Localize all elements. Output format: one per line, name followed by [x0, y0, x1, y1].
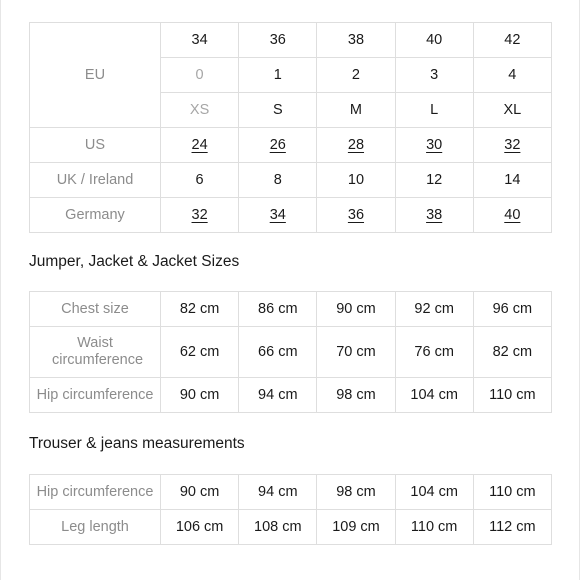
uk-size-cell: 6 [161, 163, 239, 198]
page-border-left [0, 0, 1, 580]
measurement-cell: 94 cm [239, 475, 317, 510]
measurement-cell: 98 cm [317, 378, 395, 413]
trouser-measurements-heading: Trouser & jeans measurements [29, 435, 245, 452]
measurement-cell: 108 cm [239, 510, 317, 545]
measurement-cell: 110 cm [395, 510, 473, 545]
measurement-cell: 82 cm [473, 327, 551, 378]
chest-size-row [30, 292, 552, 327]
eu-size-cell: 42 [473, 23, 551, 58]
germany-size-cell [395, 198, 473, 233]
measurement-cell: 106 cm [161, 510, 239, 545]
eu-label: EU [30, 23, 161, 128]
us-size-link[interactable]: 26 [269, 136, 286, 153]
waist-row [30, 327, 552, 378]
germany-size-row [30, 198, 552, 233]
letter-size-cell: M [317, 93, 395, 128]
measurement-cell: 112 cm [473, 510, 551, 545]
germany-size-link[interactable]: 34 [269, 206, 286, 223]
us-size-link[interactable]: 30 [426, 136, 443, 153]
row-label: Chest size [30, 292, 161, 327]
jacket-measurements-table [29, 291, 552, 413]
uk-size-cell: 14 [473, 163, 551, 198]
measurement-cell: 82 cm [161, 292, 239, 327]
measurement-cell: 76 cm [395, 327, 473, 378]
row-label: Hip circumference [30, 378, 161, 413]
germany-size-cell [317, 198, 395, 233]
uk-size-cell: 10 [317, 163, 395, 198]
jacket-sizes-heading: Jumper, Jacket & Jacket Sizes [29, 253, 240, 270]
hip-row [30, 378, 552, 413]
measurement-cell: 66 cm [239, 327, 317, 378]
letter-size-cell: S [239, 93, 317, 128]
size-conversion-table [29, 22, 552, 233]
us-label: US [30, 128, 161, 163]
germany-size-link[interactable]: 32 [191, 206, 208, 223]
trouser-measurements-table [29, 474, 552, 545]
measurement-cell: 109 cm [317, 510, 395, 545]
us-size-cell [317, 128, 395, 163]
eu-index-cell: 1 [239, 58, 317, 93]
us-size-link[interactable]: 24 [191, 136, 208, 153]
eu-size-cell: 40 [395, 23, 473, 58]
us-size-cell [239, 128, 317, 163]
eu-size-cell: 34 [161, 23, 239, 58]
measurement-cell: 104 cm [395, 378, 473, 413]
eu-index-cell: 0 [161, 58, 239, 93]
row-label: Waist circumference [30, 327, 161, 378]
germany-size-cell [473, 198, 551, 233]
measurement-cell: 90 cm [317, 292, 395, 327]
germany-size-cell [239, 198, 317, 233]
leg-length-row [30, 510, 552, 545]
measurement-cell: 96 cm [473, 292, 551, 327]
eu-size-cell: 36 [239, 23, 317, 58]
eu-size-cell: 38 [317, 23, 395, 58]
us-size-link[interactable]: 32 [504, 136, 521, 153]
us-size-cell [473, 128, 551, 163]
row-label: Hip circumference [30, 475, 161, 510]
germany-size-link[interactable]: 40 [504, 206, 521, 223]
measurement-cell: 90 cm [161, 378, 239, 413]
uk-label: UK / Ireland [30, 163, 161, 198]
hip-row [30, 475, 552, 510]
measurement-cell: 92 cm [395, 292, 473, 327]
us-size-cell [395, 128, 473, 163]
row-label: Leg length [30, 510, 161, 545]
letter-size-cell: XS [161, 93, 239, 128]
measurement-cell: 70 cm [317, 327, 395, 378]
eu-index-cell: 2 [317, 58, 395, 93]
uk-size-cell: 12 [395, 163, 473, 198]
measurement-cell: 98 cm [317, 475, 395, 510]
us-size-row [30, 128, 552, 163]
eu-index-cell: 3 [395, 58, 473, 93]
measurement-cell: 86 cm [239, 292, 317, 327]
measurement-cell: 62 cm [161, 327, 239, 378]
germany-size-cell [161, 198, 239, 233]
letter-size-cell: L [395, 93, 473, 128]
measurement-cell: 110 cm [473, 475, 551, 510]
germany-label: Germany [30, 198, 161, 233]
measurement-cell: 94 cm [239, 378, 317, 413]
uk-size-row [30, 163, 552, 198]
germany-size-link[interactable]: 36 [347, 206, 365, 223]
measurement-cell: 110 cm [473, 378, 551, 413]
germany-size-link[interactable]: 38 [426, 206, 443, 223]
letter-size-cell: XL [473, 93, 551, 128]
measurement-cell: 104 cm [395, 475, 473, 510]
eu-size-row [30, 23, 552, 58]
measurement-cell: 90 cm [161, 475, 239, 510]
eu-index-cell: 4 [473, 58, 551, 93]
us-size-link[interactable]: 28 [347, 136, 365, 153]
uk-size-cell: 8 [239, 163, 317, 198]
us-size-cell [161, 128, 239, 163]
